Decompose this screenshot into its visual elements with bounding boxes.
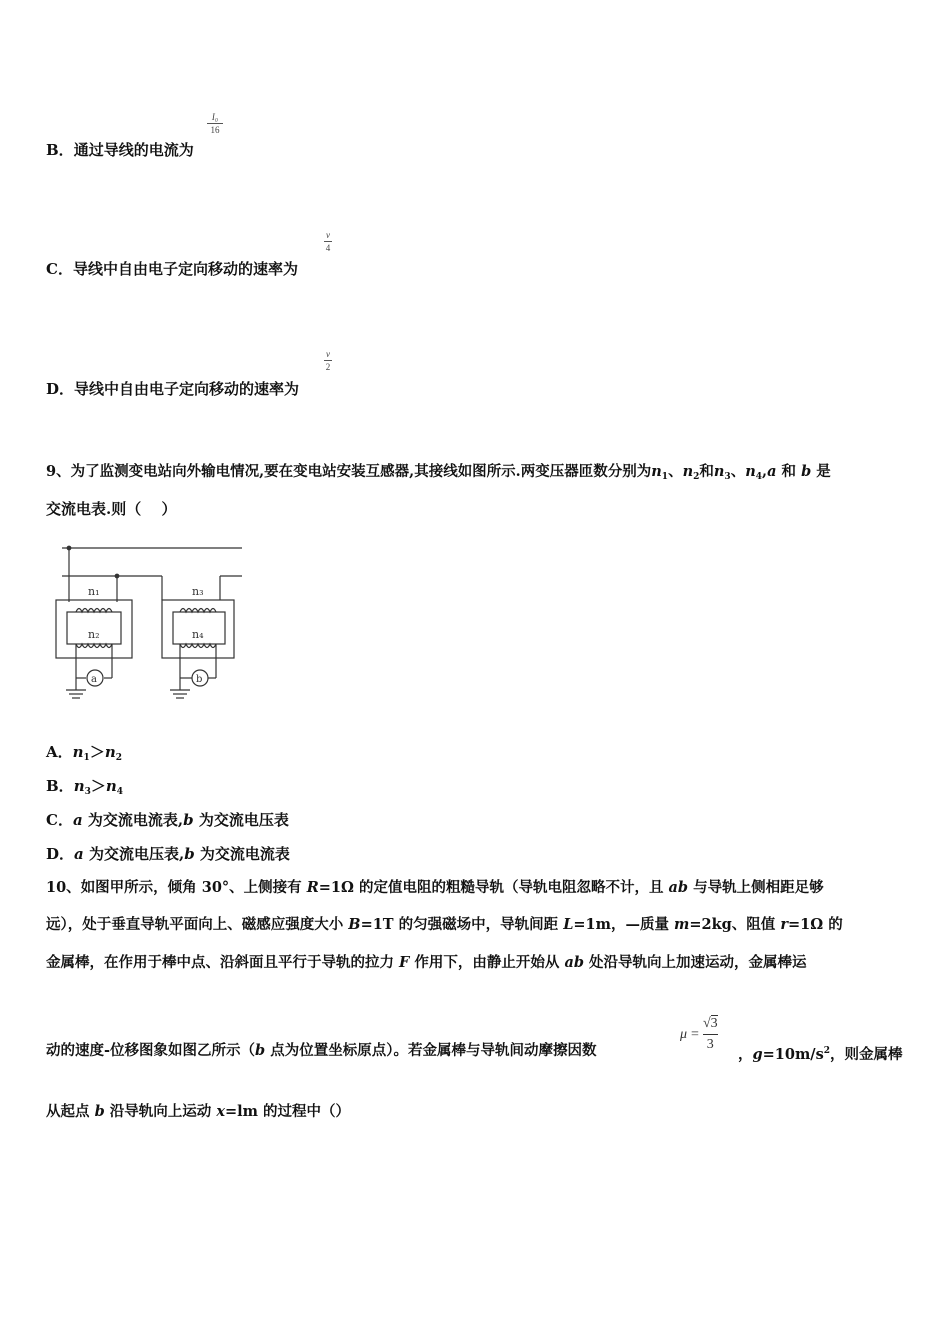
label-n1: n₁ xyxy=(88,585,100,598)
q9-option-d: D．a 为交流电压表,b 为交流电流表 xyxy=(46,845,290,863)
fraction-v-2: v 2 xyxy=(325,349,331,372)
q8-option-d: D．导线中自由电子定向移动的速率为 xyxy=(46,380,300,398)
meter-a-label: a xyxy=(91,674,97,685)
q9-option-a: A．$n_1>n_2$ xyxy=(46,743,122,763)
transformer-figure xyxy=(52,538,247,710)
friction-coefficient-formula: μ = √3 3 xyxy=(680,1016,718,1052)
label-n3: n₃ xyxy=(192,585,204,598)
q9-stem-line1: 9、为了监测变电站向外输电情况,要在变电站安装互感器,其接线如图所示.两变压器匝数分别为$n_1$、$n_2$和$n_3$、$n_4,a$ 和 b 是 xyxy=(46,463,831,482)
q10-line5: 从起点 b 沿导轨向上运动 x=lm 的过程中（） xyxy=(46,1103,351,1120)
q10-line3: 金属棒，在作用于棒中点、沿斜面且平行于导轨的拉力 F 作用下，由静止开始从 ab 处沿导轨向上加速运动，金属棒运 xyxy=(46,954,807,971)
q10-line2: 远），处于垂直导轨平面向上、磁感应强度大小 B=1T 的匀强磁场中，导轨间距 L=1m，—质量 m=2kg、阻值 r=1Ω 的 xyxy=(46,916,843,933)
q10-line1: 10、如图甲所示，倾角 30°、上侧接有 R=1Ω 的定值电阻的粗糙导轨（导轨电阻忽略不计，且 ab 与导轨上侧相距足够 xyxy=(46,879,824,896)
q10-line4: 动的速度-位移图象如图乙所示（b 点为位置坐标原点）。若金属棒与导轨间动摩擦因数 xyxy=(46,1042,597,1059)
q9-stem-line2: 交流电表.则（ ） xyxy=(46,500,177,518)
fraction-v-4: v 4 xyxy=(325,230,331,253)
q10-line4-tail: ，$g=10m/s^2$，则金属棒 xyxy=(738,1045,903,1063)
q8-option-c: C．导线中自由电子定向移动的速率为 xyxy=(46,260,298,278)
q9-option-b: B．$n_3>n_4$ xyxy=(46,777,124,797)
q9-option-c: C．a 为交流电流表,b 为交流电压表 xyxy=(46,811,289,829)
fraction-i0-16: I₀ 16 xyxy=(207,112,223,135)
q8-option-b: B．通过导线的电流为 xyxy=(46,141,194,159)
meter-b-label: b xyxy=(196,674,203,685)
label-n2: n₂ xyxy=(88,628,100,641)
label-n4: n₄ xyxy=(192,628,204,641)
